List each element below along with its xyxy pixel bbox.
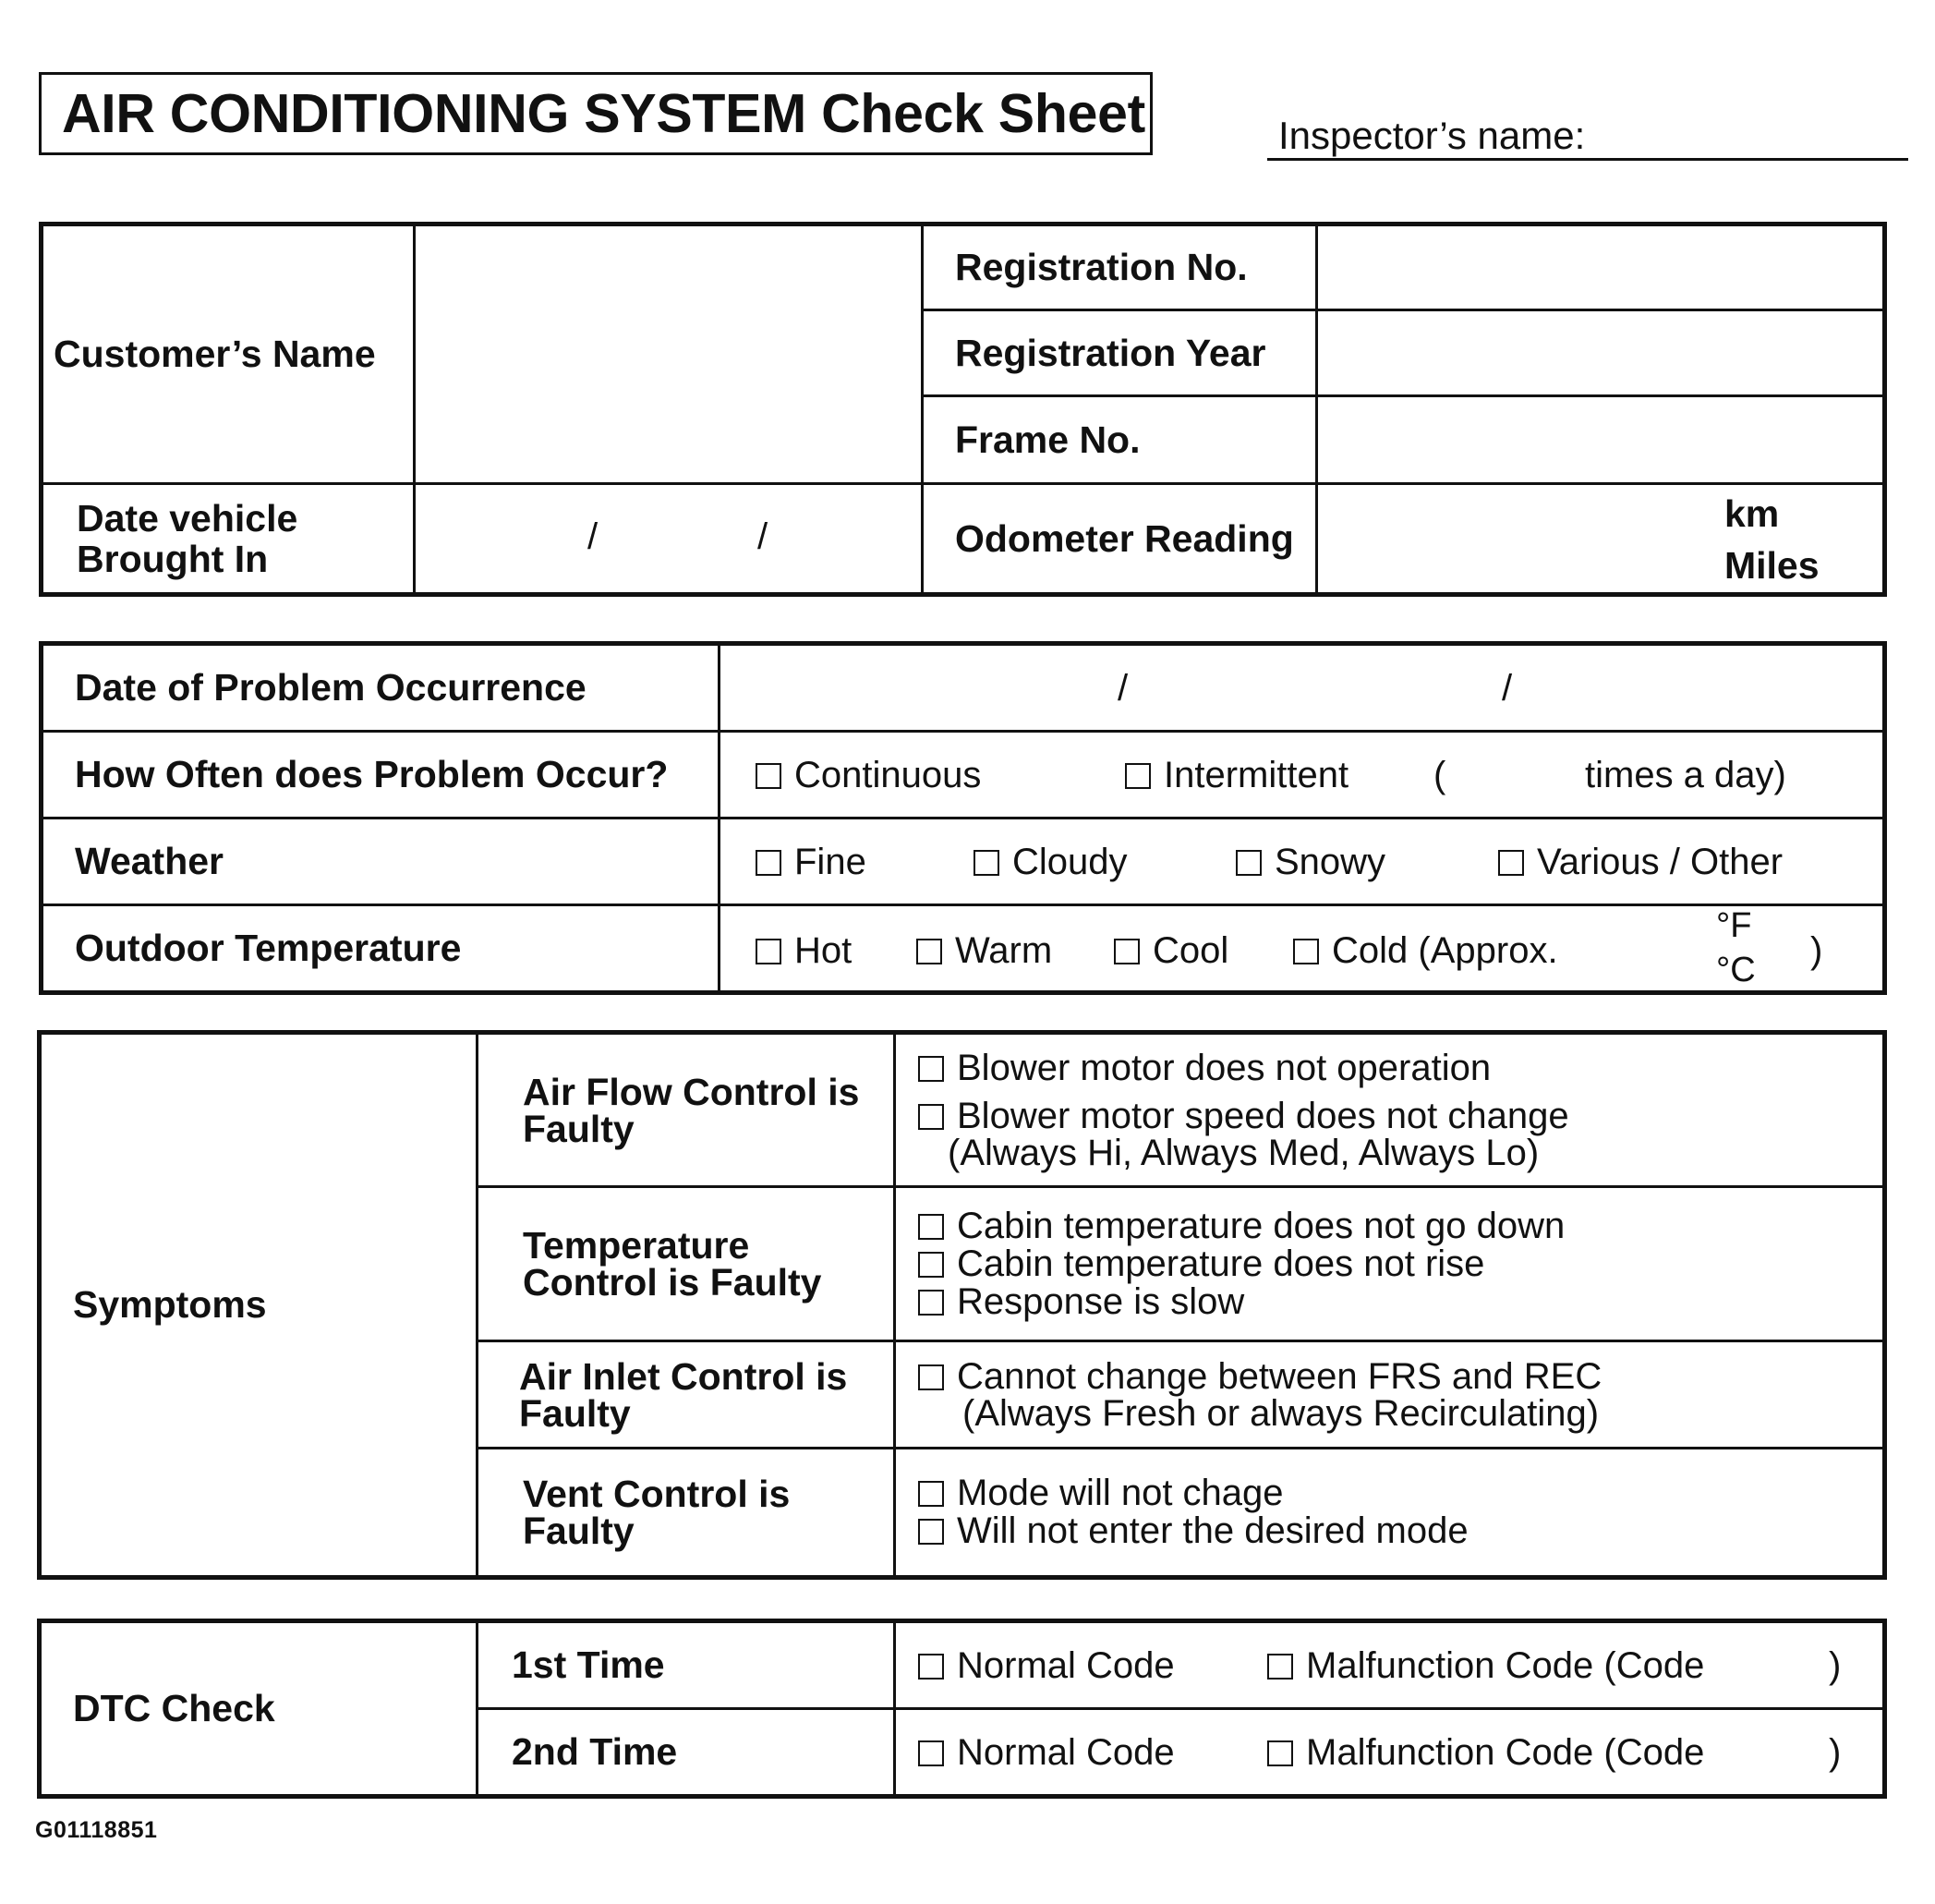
symptom-option[interactable] [918,1474,1882,1512]
option-label: Warm [955,930,1053,971]
registration-no-input[interactable] [1317,224,1885,310]
option-hot[interactable] [756,930,852,972]
dtc-first-time-options [895,1621,1885,1709]
symptom-group-title [478,1449,895,1578]
symptom-note: (Always Hi, Always Med, Always Lo) [948,1132,1540,1173]
symptom-group-title [478,1187,895,1341]
times-a-day-label: times a day) [1585,755,1786,795]
dtc-check-label: DTC Check [73,1687,275,1729]
inspector-name-field[interactable] [1267,115,1908,161]
open-paren: ( [1433,755,1446,795]
checkbox[interactable] [918,1214,944,1240]
date-occurrence-input[interactable] [720,644,1885,732]
option-label: Cannot change between FRS and REC [957,1355,1602,1397]
checkbox[interactable] [918,1252,944,1278]
dtc-check-label-cell [40,1621,478,1797]
option-label: Mode will not chage [957,1473,1284,1513]
group-title-line2: Faulty [523,1510,635,1552]
figure-id: G01118851 [35,1817,158,1843]
checkbox[interactable] [918,1104,944,1130]
customer-name-label-cell [42,224,415,484]
option-snowy[interactable] [1236,842,1385,883]
problem-info-table [39,641,1887,995]
registration-year-label: Registration Year [955,331,1266,374]
option-intermittent[interactable] [1125,755,1348,796]
checkbox[interactable] [756,939,781,964]
how-often-label-cell [42,732,720,819]
date-occurrence-label-cell [42,644,720,732]
symptoms-table [37,1030,1887,1580]
option-label: Fine [794,842,866,882]
inspector-name-label: Inspector’s name: [1278,114,1586,157]
option-warm[interactable] [916,930,1052,972]
option-label: Cloudy [1012,842,1128,882]
symptom-option[interactable] [918,1049,1882,1086]
date-brought-in-label-cell [42,484,415,595]
date-brought-in-label-line2: Brought In [77,538,269,580]
option-label: Malfunction Code (Code [1306,1645,1705,1686]
option-malfunction-code[interactable] [1267,1645,1704,1687]
unit-fahrenheit: °F [1716,906,1752,945]
symptom-options [895,1341,1885,1449]
group-title-line2: Control is Faulty [523,1261,822,1304]
close-paren: ) [1829,1645,1842,1686]
dtc-check-table [37,1619,1887,1799]
symptom-note: (Always Fresh or always Recirculating) [962,1392,1600,1434]
date-separator: / [1118,668,1129,709]
sheet-title-text: AIR CONDITIONING SYSTEM Check Sheet [62,83,1145,144]
date-separator: / [587,516,599,557]
unit-celsius: °C [1716,951,1756,989]
registration-no-label: Registration No. [955,246,1248,288]
checkbox[interactable] [1498,850,1524,876]
date-occurrence-label: Date of Problem Occurrence [75,666,587,709]
date-brought-in-label-line1: Date vehicle [77,497,298,540]
symptoms-label: Symptoms [73,1283,267,1326]
option-continuous[interactable] [756,755,981,796]
option-label: Cabin temperature does not go down [957,1205,1566,1246]
symptom-group-title [478,1033,895,1187]
checkbox[interactable] [918,1481,944,1507]
symptom-option[interactable] [918,1095,1882,1136]
symptom-group-title [478,1341,895,1449]
checkbox[interactable] [918,1290,944,1316]
checkbox[interactable] [1267,1740,1293,1766]
symptom-option[interactable] [918,1355,1882,1397]
odometer-label: Odometer Reading [955,516,1294,560]
dtc-time-label-cell [478,1709,895,1797]
checkbox[interactable] [918,1654,944,1680]
odometer-label-cell [923,484,1317,595]
registration-no-label-cell [923,224,1317,310]
option-fine[interactable] [756,842,866,883]
weather-options [720,819,1885,905]
group-title-line1: Air Flow Control is [523,1070,860,1113]
symptom-options [895,1449,1885,1578]
unit-km: km [1724,492,1780,535]
checkbox[interactable] [918,1519,944,1545]
dtc-first-time-label: 1st Time [512,1643,665,1686]
symptom-option[interactable] [918,1280,1882,1322]
dtc-time-label-cell [478,1621,895,1709]
registration-year-input[interactable] [1317,310,1885,396]
frame-no-label-cell [923,396,1317,484]
checkbox[interactable] [1114,939,1140,964]
checkbox[interactable] [756,763,781,789]
option-label: Normal Code [957,1645,1175,1686]
date-brought-in-input[interactable] [415,484,923,595]
option-label: Cold (Approx. [1332,930,1558,971]
option-label: Snowy [1275,842,1386,882]
option-label: Cabin temperature does not rise [957,1243,1485,1284]
option-normal-code[interactable] [918,1645,1175,1687]
symptom-option[interactable] [918,1245,1882,1283]
frame-no-label: Frame No. [955,418,1141,461]
weather-label: Weather [75,840,224,882]
option-label: Malfunction Code (Code [1306,1732,1705,1773]
checkbox[interactable] [974,850,999,876]
group-title-line1: Air Inlet Control is [519,1354,848,1398]
weather-label-cell [42,819,720,905]
checkbox[interactable] [756,850,781,876]
group-title-line2: Faulty [519,1391,631,1435]
dtc-second-time-options [895,1709,1885,1797]
option-cloudy[interactable] [974,842,1128,883]
option-label: Will not enter the desired mode [957,1510,1469,1551]
date-separator: / [757,516,768,557]
date-separator: / [1502,668,1513,709]
checkbox[interactable] [918,1056,944,1082]
checkbox[interactable] [1267,1654,1293,1680]
option-various-other[interactable] [1498,842,1783,883]
registration-year-label-cell [923,310,1317,396]
option-label: Cool [1153,930,1229,971]
checkbox[interactable] [1236,850,1262,876]
close-paren: ) [1810,930,1823,971]
checkbox[interactable] [1293,939,1319,964]
symptom-option[interactable] [918,1207,1882,1245]
option-label: Continuous [794,755,982,795]
option-label: Intermittent [1164,755,1349,795]
outdoor-temp-label: Outdoor Temperature [75,927,462,969]
odometer-input[interactable] [1317,484,1885,595]
group-title-line1: Temperature [523,1224,750,1267]
option-label: Hot [794,930,853,971]
checkbox[interactable] [918,1740,944,1766]
group-title-line2: Faulty [523,1107,635,1150]
vehicle-info-table [39,222,1887,597]
option-label: Various / Other [1537,842,1784,882]
unit-miles: Miles [1724,544,1820,587]
dtc-second-time-label: 2nd Time [512,1730,678,1773]
frame-no-input[interactable] [1317,396,1885,484]
customer-name-input[interactable] [415,224,923,484]
symptom-options [895,1187,1885,1341]
group-title-line1: Vent Control is [523,1473,791,1515]
how-often-label: How Often does Problem Occur? [75,753,669,795]
checkbox[interactable] [918,1364,944,1390]
checkbox[interactable] [1125,763,1151,789]
option-malfunction-code[interactable] [1267,1732,1704,1774]
symptoms-label-cell [40,1033,478,1578]
option-normal-code[interactable] [918,1732,1175,1774]
symptom-options [895,1033,1885,1187]
outdoor-temp-label-cell [42,905,720,993]
outdoor-temp-options [720,905,1885,993]
checkbox[interactable] [916,939,942,964]
option-cool[interactable] [1114,930,1228,972]
option-label: Blower motor speed does not change [957,1095,1569,1136]
sheet-title [39,72,1153,155]
option-label: Blower motor does not operation [957,1047,1492,1088]
how-often-options [720,732,1885,819]
symptom-option[interactable] [918,1512,1882,1550]
option-label: Response is slow [957,1280,1245,1322]
close-paren: ) [1829,1732,1842,1773]
option-label: Normal Code [957,1732,1175,1773]
customer-name-label: Customer’s Name [54,333,376,375]
option-cold[interactable] [1293,930,1558,972]
